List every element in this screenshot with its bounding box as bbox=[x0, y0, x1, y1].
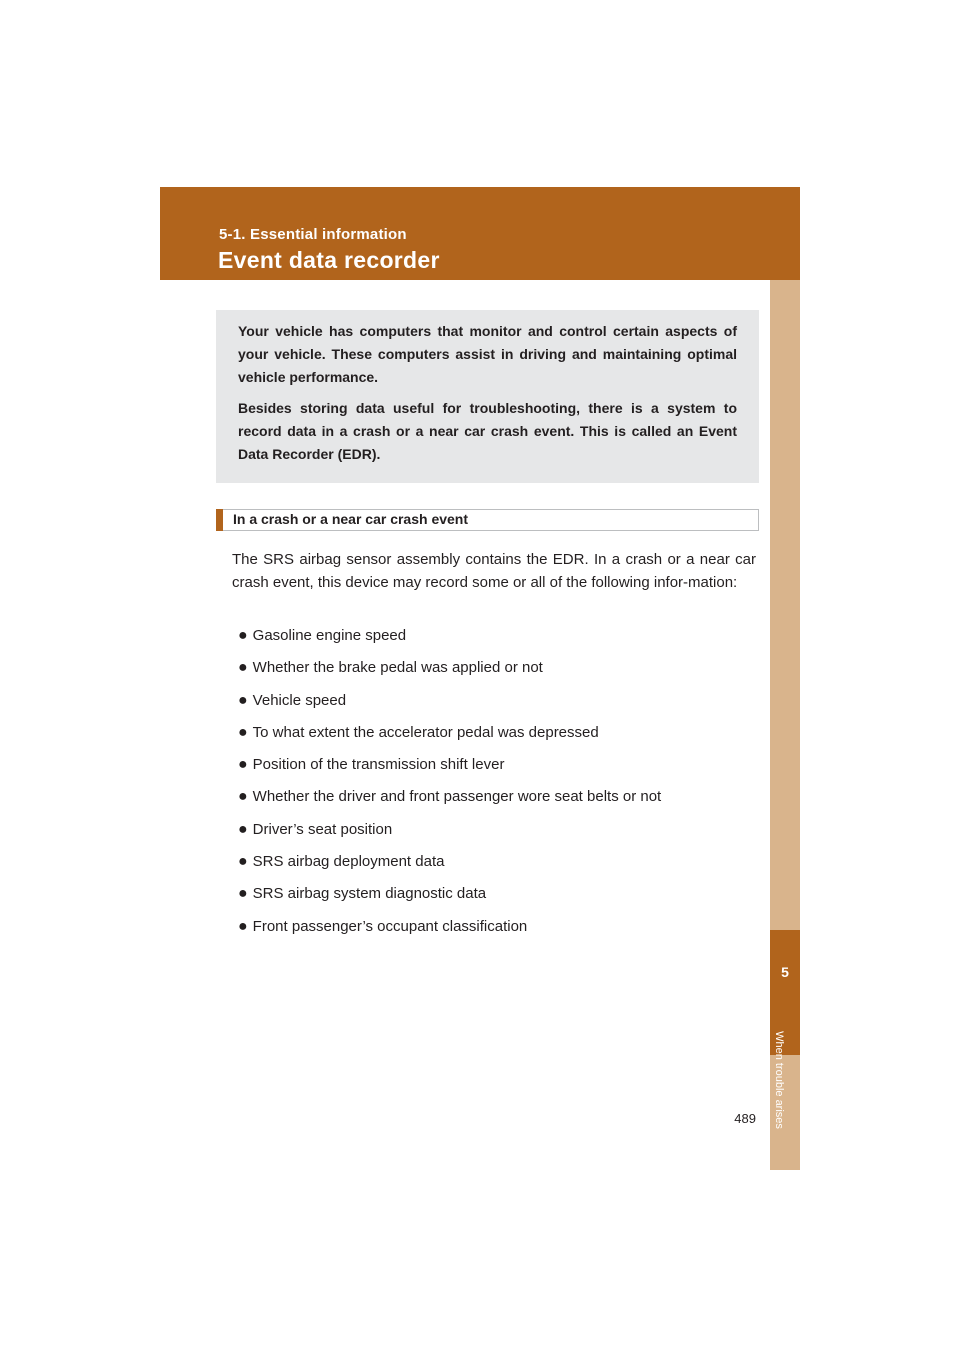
list-item-text: To what extent the accelerator pedal was depressed bbox=[252, 723, 599, 741]
list-item-text: Whether the brake pedal was applied or not bbox=[252, 659, 543, 677]
list-item-text: Vehicle speed bbox=[252, 691, 347, 709]
list-item bbox=[238, 785, 661, 817]
list-item-text: Position of the transmission shift lever bbox=[252, 756, 505, 774]
section-heading bbox=[216, 509, 759, 531]
bullet-list bbox=[238, 624, 661, 947]
intro-paragraph: Besides storing data useful for troubleshooting, there is a system to record data in a crash or a near car crash event. This is called an Event Data Recorder (EDR). bbox=[238, 400, 737, 462]
intro-box bbox=[216, 310, 759, 483]
list-item bbox=[238, 882, 661, 914]
intro-paragraph: Your vehicle has computers that monitor and control certain aspects of your vehicle. These computers assist in driving and maintaining optimal vehicle performance. bbox=[238, 323, 737, 385]
bullet-icon: ● bbox=[238, 788, 248, 806]
page-title: Event data recorder bbox=[218, 247, 440, 273]
bullet-icon: ● bbox=[238, 917, 248, 935]
list-item-text: Gasoline engine speed bbox=[252, 627, 407, 644]
list-item bbox=[238, 818, 661, 850]
list-item-text: SRS airbag system diagnostic data bbox=[252, 885, 487, 903]
bullet-icon: ● bbox=[238, 659, 248, 677]
section-heading-bar bbox=[216, 509, 223, 531]
bullet-icon: ● bbox=[238, 723, 248, 741]
list-item bbox=[238, 850, 661, 882]
bullet-icon: ● bbox=[238, 853, 248, 871]
chapter-number: 5 bbox=[781, 964, 789, 980]
list-item bbox=[238, 915, 661, 947]
section-label: 5-1. Essential information bbox=[219, 226, 407, 243]
list-item bbox=[238, 689, 661, 721]
section-body: The SRS airbag sensor assembly contains the EDR. In a crash or a near car crash event, this device may record some or all of the following infor-mation: bbox=[232, 551, 756, 591]
list-item-text: SRS airbag deployment data bbox=[252, 853, 445, 871]
bullet-icon: ● bbox=[238, 885, 248, 903]
bullet-icon: ● bbox=[238, 691, 248, 709]
bullet-icon: ● bbox=[238, 820, 248, 838]
list-item-text: Driver’s seat position bbox=[252, 820, 393, 838]
bullet-icon: ● bbox=[238, 756, 248, 774]
list-item bbox=[238, 656, 661, 688]
list-item-text: Front passenger’s occupant classification bbox=[252, 917, 528, 935]
bullet-icon: ● bbox=[238, 627, 248, 644]
chapter-label: When trouble arises bbox=[773, 1031, 785, 1129]
page-number: 489 bbox=[734, 1111, 756, 1126]
list-item-text: Whether the driver and front passenger wore seat belts or not bbox=[252, 788, 662, 806]
list-item bbox=[238, 753, 661, 785]
list-item bbox=[238, 721, 661, 753]
section-heading-text: In a crash or a near car crash event bbox=[233, 511, 469, 527]
list-item bbox=[238, 624, 661, 656]
